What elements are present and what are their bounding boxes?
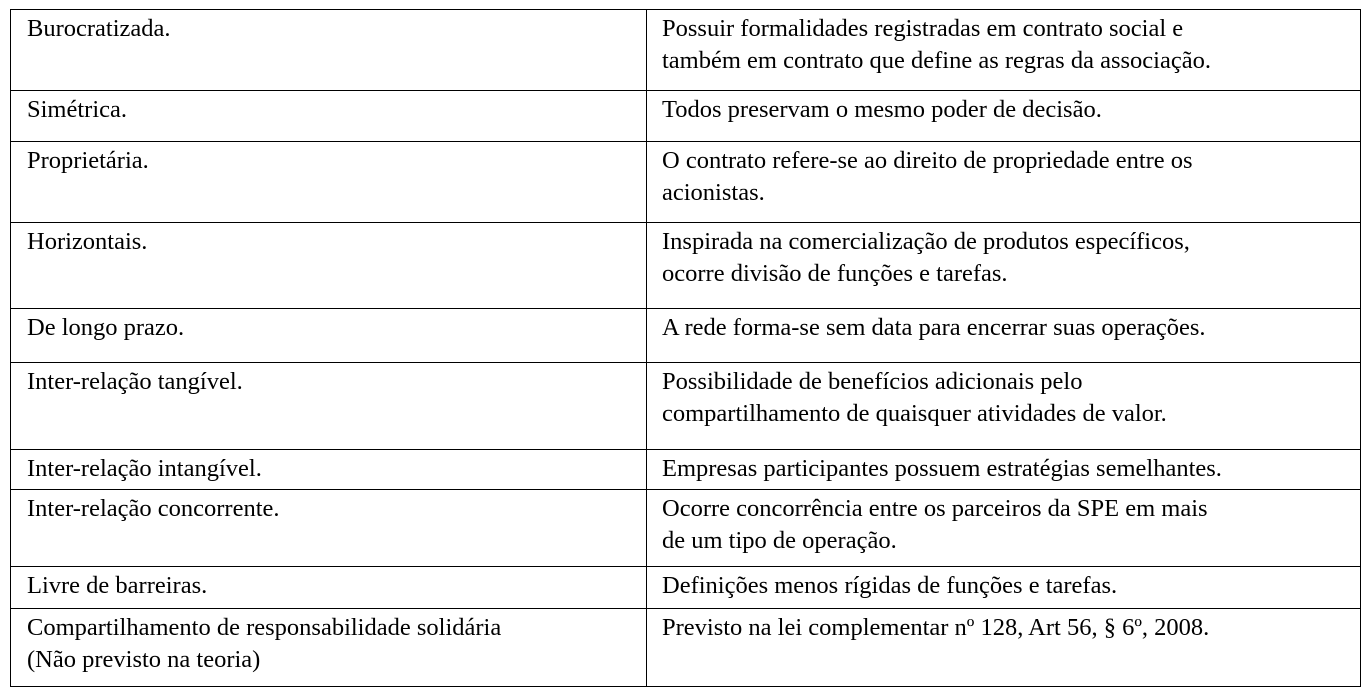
description-cell bbox=[647, 567, 1361, 609]
table-row bbox=[11, 142, 1361, 223]
table-row bbox=[11, 450, 1361, 490]
table-row bbox=[11, 490, 1361, 567]
cell-line: Burocratizada. bbox=[27, 15, 171, 42]
description-cell bbox=[647, 363, 1361, 450]
cell-line: Inspirada na comercialização de produtos específicos, bbox=[662, 228, 1190, 255]
cell-line: Simétrica. bbox=[27, 96, 128, 123]
characteristic-cell bbox=[11, 363, 647, 450]
cell-line: Ocorre concorrência entre os parceiros da SPE em mais bbox=[662, 495, 1208, 522]
cell-line: Inter-relação concorrente. bbox=[27, 495, 280, 522]
cell-line: compartilhamento de quaisquer atividades de valor. bbox=[662, 400, 1167, 427]
cell-line: Todos preservam o mesmo poder de decisão. bbox=[662, 96, 1102, 123]
characteristic-cell bbox=[11, 609, 647, 687]
cell-line: Horizontais. bbox=[27, 228, 148, 255]
characteristic-cell bbox=[11, 10, 647, 91]
description-cell bbox=[647, 450, 1361, 490]
cell-line: De longo prazo. bbox=[27, 314, 185, 341]
cell-line: Empresas participantes possuem estratégias semelhantes. bbox=[662, 455, 1222, 482]
description-cell bbox=[647, 609, 1361, 687]
cell-line: acionistas. bbox=[662, 179, 765, 206]
cell-line: O contrato refere-se ao direito de propriedade entre os bbox=[662, 147, 1193, 174]
table-row bbox=[11, 609, 1361, 687]
cell-line: (Não previsto na teoria) bbox=[27, 646, 261, 673]
cell-line: Proprietária. bbox=[27, 147, 149, 174]
cell-line: Possibilidade de benefícios adicionais pelo bbox=[662, 368, 1083, 395]
description-cell bbox=[647, 142, 1361, 223]
table-row bbox=[11, 91, 1361, 142]
cell-line: Possuir formalidades registradas em contrato social e bbox=[662, 15, 1184, 42]
cell-line: de um tipo de operação. bbox=[662, 527, 897, 554]
table-row bbox=[11, 567, 1361, 609]
description-cell bbox=[647, 490, 1361, 567]
cell-line: também em contrato que define as regras da associação. bbox=[662, 47, 1211, 74]
table-row bbox=[11, 363, 1361, 450]
cell-line: Inter-relação tangível. bbox=[27, 368, 243, 395]
description-cell bbox=[647, 309, 1361, 363]
characteristic-cell bbox=[11, 309, 647, 363]
description-cell bbox=[647, 91, 1361, 142]
characteristic-cell bbox=[11, 91, 647, 142]
table-row bbox=[11, 10, 1361, 91]
cell-line: Previsto na lei complementar nº 128, Art 56, § 6º, 2008. bbox=[662, 614, 1210, 641]
cell-line: Definições menos rígidas de funções e tarefas. bbox=[662, 572, 1118, 599]
cell-line: Compartilhamento de responsabilidade solidária bbox=[27, 614, 502, 641]
characteristics-table bbox=[10, 9, 1361, 687]
description-cell bbox=[647, 223, 1361, 309]
cell-line: Inter-relação intangível. bbox=[27, 455, 262, 482]
table-row bbox=[11, 223, 1361, 309]
cell-line: ocorre divisão de funções e tarefas. bbox=[662, 260, 1008, 287]
cell-line: Livre de barreiras. bbox=[27, 572, 208, 599]
description-cell bbox=[647, 10, 1361, 91]
cell-line: A rede forma-se sem data para encerrar suas operações. bbox=[662, 314, 1206, 341]
table-row bbox=[11, 309, 1361, 363]
characteristic-cell bbox=[11, 450, 647, 490]
characteristic-cell bbox=[11, 223, 647, 309]
characteristic-cell bbox=[11, 490, 647, 567]
characteristic-cell bbox=[11, 567, 647, 609]
characteristic-cell bbox=[11, 142, 647, 223]
